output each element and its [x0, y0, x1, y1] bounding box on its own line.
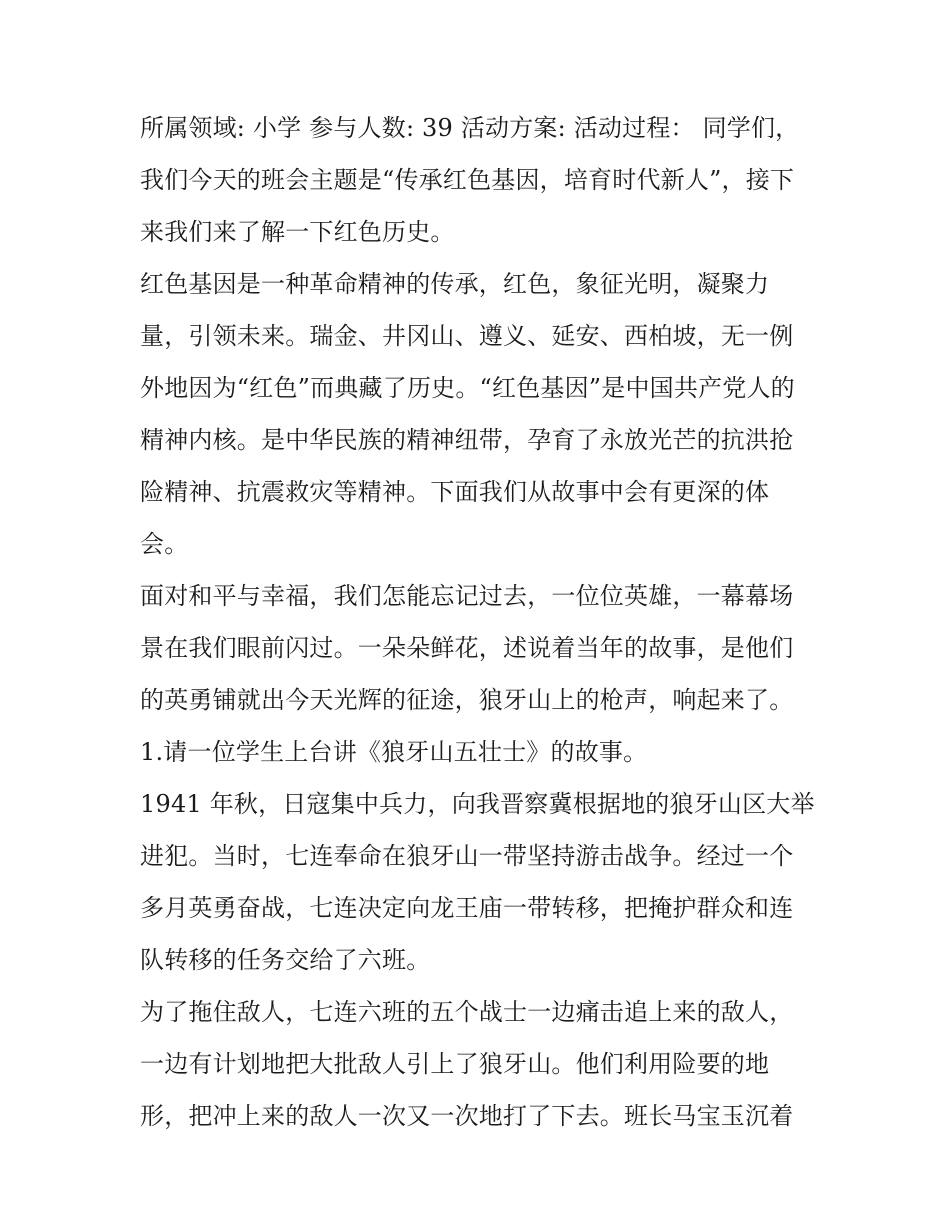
text-line: 我们今天的班会主题是“传承红色基因，培育时代新人”，接下: [140, 166, 795, 194]
text-line: 会。: [140, 530, 189, 558]
text-line: 外地因为“红色”而典藏了历史。“红色基因”是中国共产党人的: [140, 374, 795, 402]
text-line: 来我们来了解一下红色历史。: [140, 218, 455, 246]
text-line: 险精神、抗震救灾等精神。下面我们从故事中会有更深的体: [140, 478, 770, 506]
text-line: 1941 年秋，日寇集中兵力，向我晋察冀根据地的狼牙山区大举: [140, 790, 815, 818]
text-line: 的英勇铺就出今天光辉的征途，狼牙山上的枪声，响起来了。: [140, 686, 794, 714]
text-line: 所属领域: 小学 参与人数: 39 活动方案: 活动过程： 同学们，: [140, 114, 800, 142]
text-line: 多月英勇奋战，七连决定向龙王庙一带转移，把掩护群众和连: [140, 894, 794, 922]
text-line: 1.请一位学生上台讲《狼牙山五壮士》的故事。: [140, 738, 648, 766]
document-body: [140, 102, 820, 1142]
text-line: 形，把冲上来的敌人一次又一次地打了下去。班长马宝玉沉着: [140, 1102, 794, 1130]
text-line: 一边有计划地把大批敌人引上了狼牙山。他们利用险要的地: [140, 1050, 770, 1078]
text-line: 精神内核。是中华民族的精神纽带，孕育了永放光芒的抗洪抢: [140, 426, 794, 454]
text-line: 队转移的任务交给了六班。: [140, 946, 431, 974]
text-line: 为了拖住敌人，七连六班的五个战士一边痛击追上来的敌人，: [140, 998, 794, 1026]
text-line: 量，引领未来。瑞金、井冈山、遵义、延安、西柏坡，无一例: [140, 322, 794, 350]
text-line: 进犯。当时，七连奉命在狼牙山一带坚持游击战争。经过一个: [140, 842, 794, 870]
text-line: 面对和平与幸福，我们怎能忘记过去，一位位英雄，一幕幕场: [140, 582, 794, 610]
text-line: 红色基因是一种革命精神的传承，红色，象征光明，凝聚力: [140, 270, 770, 298]
text-line: 景在我们眼前闪过。一朵朵鲜花，述说着当年的故事，是他们: [140, 634, 794, 662]
